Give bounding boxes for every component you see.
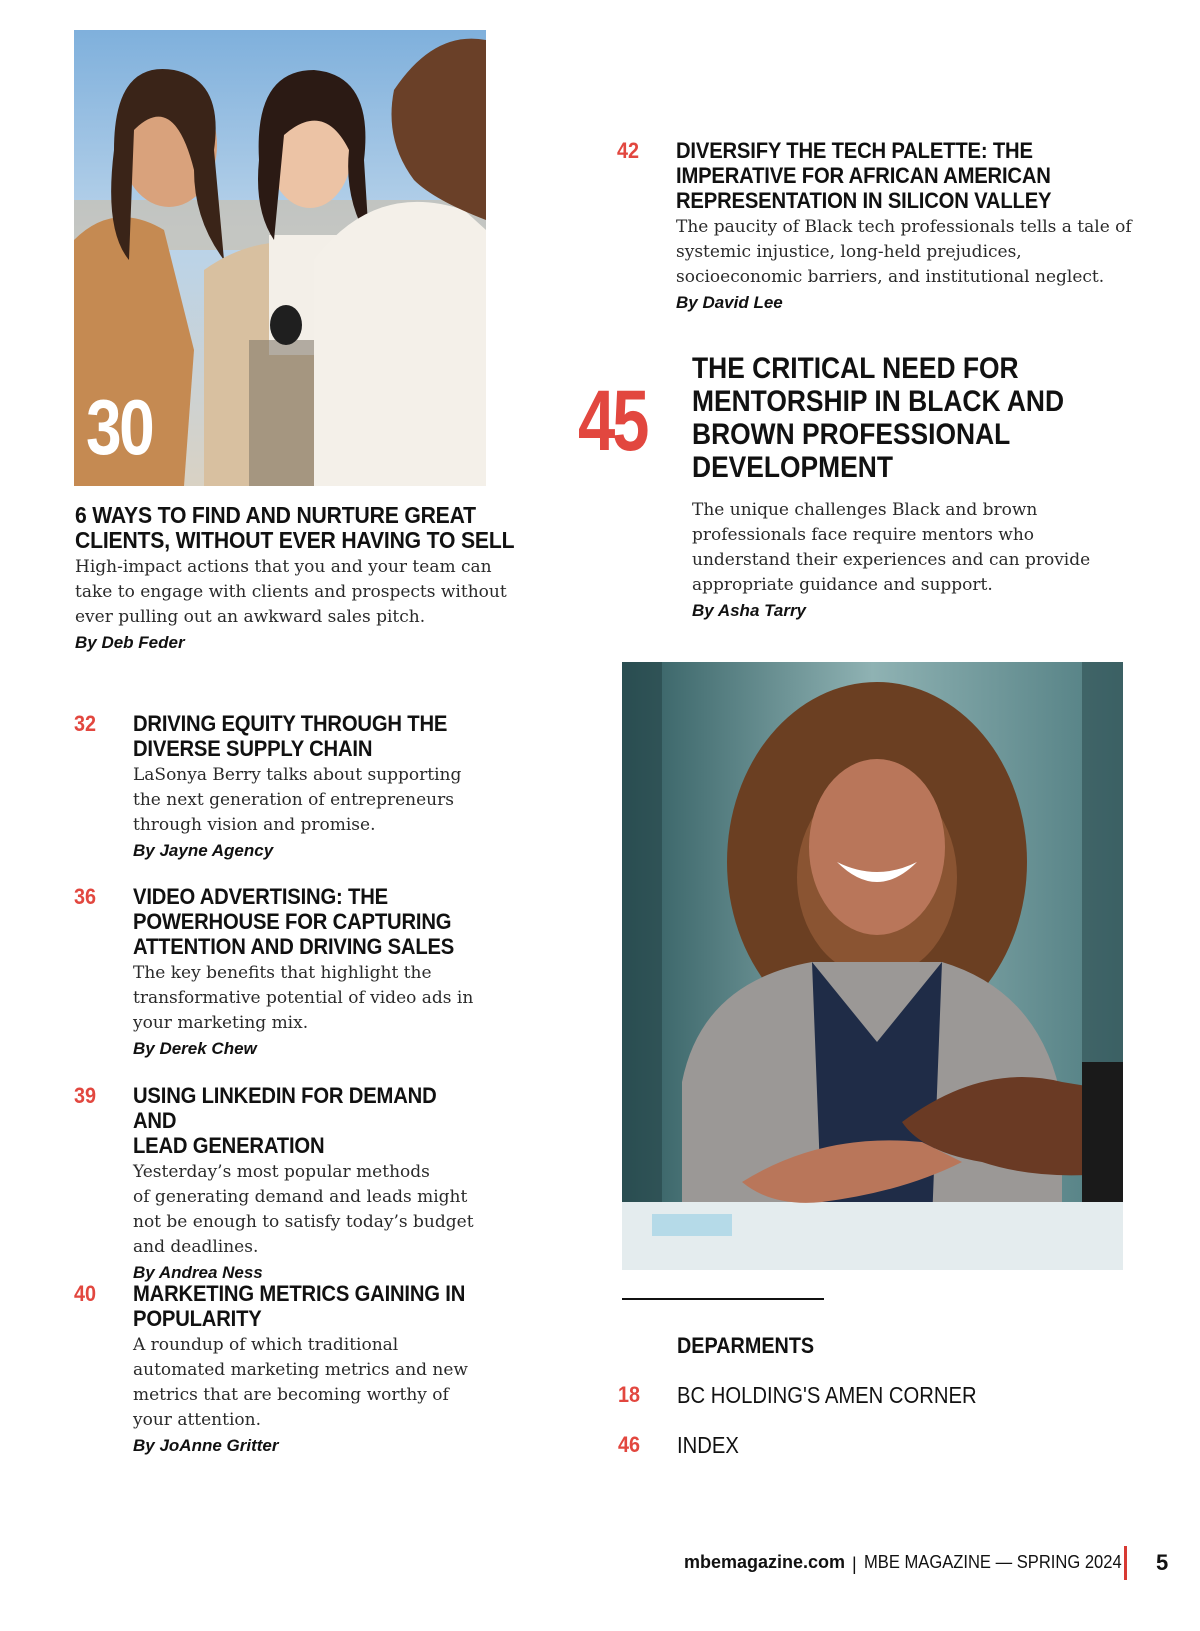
- article-40[interactable]: [74, 1281, 504, 1458]
- article-description: The key benefits that highlight the transformative potential of video ads in your marketing mix.: [133, 963, 474, 1033]
- footer-separator: |: [852, 1554, 857, 1574]
- page-footer: [0, 1550, 1200, 1590]
- article-page-number: 32: [74, 711, 97, 736]
- cover-story-description: High-impact actions that you and your team can take to engage with clients and prospects without ever pulling out an awkward sales pitch.: [75, 557, 507, 627]
- department-item[interactable]: [618, 1432, 1018, 1462]
- article-page-number: 42: [617, 138, 640, 163]
- article-39[interactable]: [74, 1083, 504, 1285]
- article-description: LaSonya Berry talks about supporting the next generation of entrepreneurs through vision and promise.: [133, 765, 462, 835]
- feature-byline: By Asha Tarry: [692, 601, 807, 620]
- article-title[interactable]: VIDEO ADVERTISING: THE POWERHOUSE FOR CAPTURING ATTENTION AND DRIVING SALES: [133, 884, 455, 959]
- article-description: The paucity of Black tech professionals tells a tale of systemic injustice, long-held prejudices, socioeconomic barriers, and institutional neglect.: [676, 217, 1132, 287]
- cover-story[interactable]: [75, 503, 515, 655]
- article-42[interactable]: [617, 138, 1137, 315]
- cover-story-byline: By Deb Feder: [75, 633, 185, 652]
- article-title[interactable]: DRIVING EQUITY THROUGH THE DIVERSE SUPPLY CHAIN: [133, 711, 448, 761]
- cover-photo-women-talking: [74, 30, 486, 486]
- article-byline: By Jayne Agency: [133, 841, 274, 860]
- footer-issue: MBE MAGAZINE — SPRING 2024: [864, 1552, 1122, 1572]
- article-byline: By JoAnne Gritter: [133, 1436, 279, 1455]
- feature-title[interactable]: THE CRITICAL NEED FOR MENTORSHIP IN BLACK AND BROWN PROFESSIONAL DEVELOPMENT: [692, 352, 1065, 484]
- article-byline: By Derek Chew: [133, 1039, 257, 1058]
- department-page-number: 46: [618, 1432, 641, 1457]
- page-number: 5: [1156, 1550, 1169, 1575]
- article-32[interactable]: [74, 711, 494, 863]
- footer-divider-bar: [1124, 1546, 1127, 1580]
- departments-divider: [622, 1298, 824, 1300]
- department-page-number: 18: [618, 1382, 641, 1407]
- feature-article[interactable]: [692, 352, 1152, 623]
- department-item[interactable]: [618, 1382, 1018, 1412]
- feature-page-number: 45: [578, 373, 647, 469]
- article-title[interactable]: USING LINKEDIN FOR DEMAND AND LEAD GENERATION: [133, 1083, 437, 1158]
- article-description: Yesterday’s most popular methods of generating demand and leads might not be enough to satisfy today’s budget and deadlines.: [133, 1162, 474, 1257]
- article-36[interactable]: [74, 884, 494, 1061]
- footer-website[interactable]: mbemagazine.com: [683, 1552, 845, 1572]
- article-page-number: 40: [74, 1281, 97, 1306]
- cover-story-number: 30: [86, 383, 153, 471]
- article-byline: By Andrea Ness: [133, 1263, 263, 1282]
- feature-photo-handshake: [622, 662, 1123, 1270]
- article-page-number: 39: [74, 1083, 97, 1108]
- article-title[interactable]: DIVERSIFY THE TECH PALETTE: THE IMPERATIVE FOR AFRICAN AMERICAN REPRESENTATION IN SILICON VALLEY: [676, 138, 1052, 213]
- department-label[interactable]: INDEX: [677, 1432, 739, 1458]
- article-page-number: 36: [74, 884, 97, 909]
- cover-story-title[interactable]: 6 WAYS TO FIND AND NURTURE GREAT CLIENTS, WITHOUT EVER HAVING TO SELL: [75, 502, 515, 553]
- article-title[interactable]: MARKETING METRICS GAINING IN POPULARITY: [133, 1281, 466, 1331]
- article-description: A roundup of which traditional automated marketing metrics and new metrics that are becoming worthy of your attention.: [133, 1335, 468, 1430]
- feature-description: The unique challenges Black and brown professionals face require mentors who understand their experiences and can provide appropriate guidance and support.: [692, 500, 1091, 595]
- department-label[interactable]: BC HOLDING'S AMEN CORNER: [677, 1382, 977, 1408]
- article-byline: By David Lee: [676, 293, 783, 312]
- departments-heading: DEPARMENTS: [677, 1333, 815, 1358]
